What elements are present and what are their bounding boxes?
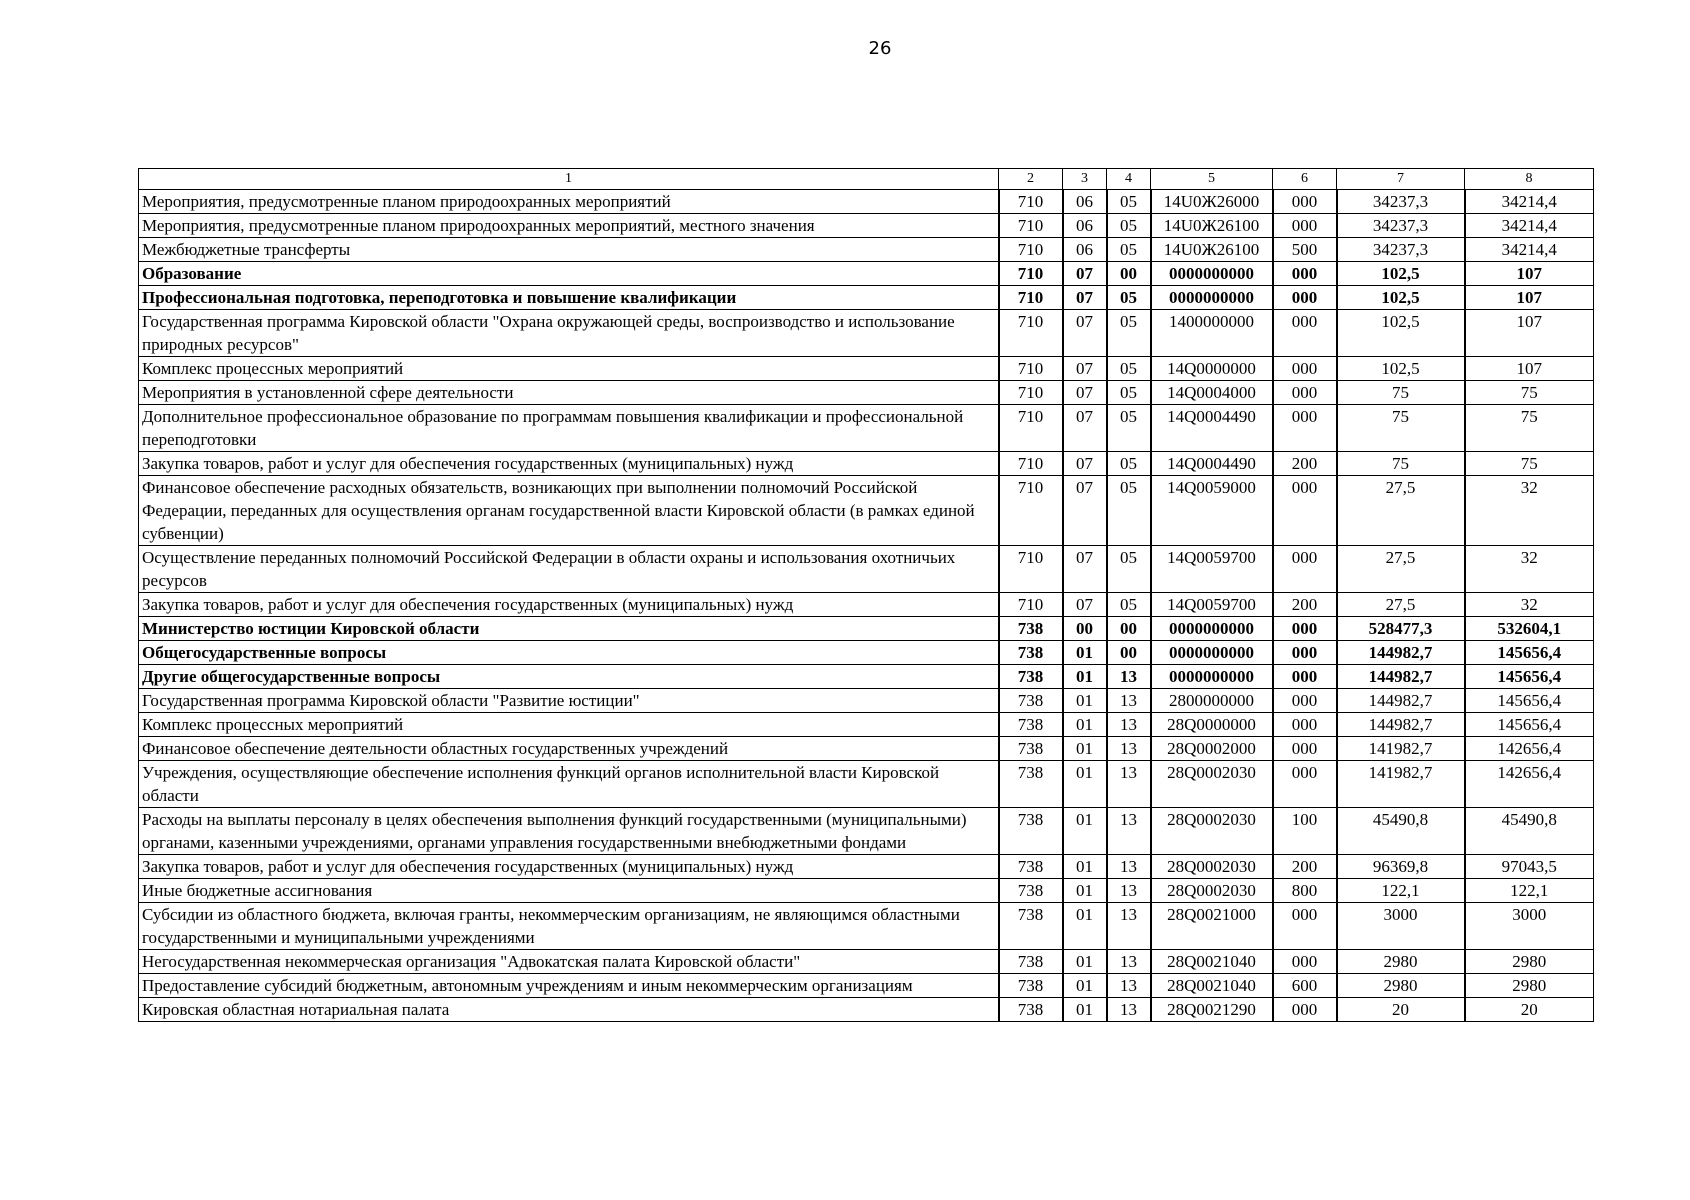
amount-year1: 102,5 <box>1337 357 1465 381</box>
expense-type-code: 000 <box>1273 903 1337 950</box>
table-row <box>139 737 1594 761</box>
row-name: Комплекс процессных мероприятий <box>139 713 999 737</box>
expense-type-code: 000 <box>1273 665 1337 689</box>
amount-year2: 107 <box>1465 286 1594 310</box>
expense-type-code: 000 <box>1273 190 1337 214</box>
section-code: 01 <box>1063 689 1107 713</box>
ministry-code: 710 <box>999 214 1063 238</box>
table-row <box>139 998 1594 1022</box>
amount-year2: 34214,4 <box>1465 190 1594 214</box>
section-code: 06 <box>1063 190 1107 214</box>
row-name: Профессиональная подготовка, переподготовка и повышение квалификации <box>139 286 999 310</box>
amount-year1: 75 <box>1337 381 1465 405</box>
section-code: 01 <box>1063 855 1107 879</box>
ministry-code: 738 <box>999 974 1063 998</box>
amount-year2: 2980 <box>1465 974 1594 998</box>
ministry-code: 738 <box>999 998 1063 1022</box>
row-name: Государственная программа Кировской области "Развитие юстиции" <box>139 689 999 713</box>
amount-year1: 34237,3 <box>1337 238 1465 262</box>
expense-type-code: 800 <box>1273 879 1337 903</box>
section-code: 07 <box>1063 452 1107 476</box>
section-code: 01 <box>1063 950 1107 974</box>
section-code: 07 <box>1063 262 1107 286</box>
amount-year1: 27,5 <box>1337 593 1465 617</box>
subsection-code: 05 <box>1107 381 1151 405</box>
column-header-amount-year1: 7 <box>1337 169 1465 190</box>
row-name: Другие общегосударственные вопросы <box>139 665 999 689</box>
row-name: Мероприятия, предусмотренные планом природоохранных мероприятий, местного значения <box>139 214 999 238</box>
amount-year1: 75 <box>1337 452 1465 476</box>
amount-year2: 75 <box>1465 452 1594 476</box>
amount-year1: 27,5 <box>1337 476 1465 546</box>
target-article-code: 28Q0021040 <box>1151 974 1273 998</box>
amount-year2: 75 <box>1465 381 1594 405</box>
ministry-code: 738 <box>999 903 1063 950</box>
table-row <box>139 310 1594 357</box>
subsection-code: 13 <box>1107 737 1151 761</box>
section-code: 06 <box>1063 238 1107 262</box>
row-name: Комплекс процессных мероприятий <box>139 357 999 381</box>
expense-type-code: 600 <box>1273 974 1337 998</box>
table-row <box>139 617 1594 641</box>
section-code: 01 <box>1063 713 1107 737</box>
table-row <box>139 214 1594 238</box>
target-article-code: 0000000000 <box>1151 617 1273 641</box>
amount-year1: 102,5 <box>1337 310 1465 357</box>
expense-type-code: 200 <box>1273 855 1337 879</box>
amount-year2: 145656,4 <box>1465 665 1594 689</box>
table-row <box>139 476 1594 546</box>
table-row <box>139 665 1594 689</box>
expense-type-code: 200 <box>1273 593 1337 617</box>
target-article-code: 28Q0002030 <box>1151 855 1273 879</box>
table-row <box>139 546 1594 593</box>
section-code: 07 <box>1063 310 1107 357</box>
table-body <box>139 190 1594 1022</box>
ministry-code: 710 <box>999 405 1063 452</box>
subsection-code: 13 <box>1107 665 1151 689</box>
target-article-code: 14U0Ж26100 <box>1151 214 1273 238</box>
target-article-code: 28Q0002000 <box>1151 737 1273 761</box>
subsection-code: 05 <box>1107 310 1151 357</box>
expense-type-code: 000 <box>1273 546 1337 593</box>
subsection-code: 13 <box>1107 689 1151 713</box>
target-article-code: 14Q0000000 <box>1151 357 1273 381</box>
row-name: Осуществление переданных полномочий Российской Федерации в области охраны и использования охотничьих ресурсов <box>139 546 999 593</box>
table-row <box>139 974 1594 998</box>
table-row <box>139 879 1594 903</box>
amount-year2: 75 <box>1465 405 1594 452</box>
amount-year2: 145656,4 <box>1465 689 1594 713</box>
target-article-code: 0000000000 <box>1151 262 1273 286</box>
ministry-code: 738 <box>999 761 1063 808</box>
row-name: Закупка товаров, работ и услуг для обеспечения государственных (муниципальных) нужд <box>139 593 999 617</box>
expense-type-code: 500 <box>1273 238 1337 262</box>
expense-type-code: 000 <box>1273 998 1337 1022</box>
table-row <box>139 713 1594 737</box>
section-code: 00 <box>1063 617 1107 641</box>
amount-year1: 34237,3 <box>1337 214 1465 238</box>
target-article-code: 28Q0021000 <box>1151 903 1273 950</box>
ministry-code: 738 <box>999 879 1063 903</box>
row-name: Закупка товаров, работ и услуг для обеспечения государственных (муниципальных) нужд <box>139 855 999 879</box>
target-article-code: 14U0Ж26000 <box>1151 190 1273 214</box>
ministry-code: 710 <box>999 262 1063 286</box>
table-row <box>139 452 1594 476</box>
row-name: Кировская областная нотариальная палата <box>139 998 999 1022</box>
row-name: Негосударственная некоммерческая организация "Адвокатская палата Кировской области" <box>139 950 999 974</box>
subsection-code: 13 <box>1107 950 1151 974</box>
row-name: Учреждения, осуществляющие обеспечение исполнения функций органов исполнительной власти Кировской области <box>139 761 999 808</box>
amount-year2: 532604,1 <box>1465 617 1594 641</box>
subsection-code: 13 <box>1107 974 1151 998</box>
section-code: 01 <box>1063 665 1107 689</box>
row-name: Предоставление субсидий бюджетным, автономным учреждениям и иным некоммерческим организациям <box>139 974 999 998</box>
expense-type-code: 100 <box>1273 808 1337 855</box>
section-code: 07 <box>1063 593 1107 617</box>
amount-year2: 2980 <box>1465 950 1594 974</box>
amount-year2: 145656,4 <box>1465 641 1594 665</box>
target-article-code: 0000000000 <box>1151 641 1273 665</box>
target-article-code: 14Q0004490 <box>1151 405 1273 452</box>
row-name: Образование <box>139 262 999 286</box>
amount-year2: 32 <box>1465 593 1594 617</box>
amount-year1: 122,1 <box>1337 879 1465 903</box>
table-row <box>139 262 1594 286</box>
amount-year2: 107 <box>1465 357 1594 381</box>
subsection-code: 05 <box>1107 357 1151 381</box>
section-code: 01 <box>1063 808 1107 855</box>
expense-type-code: 000 <box>1273 641 1337 665</box>
subsection-code: 13 <box>1107 879 1151 903</box>
expense-type-code: 000 <box>1273 950 1337 974</box>
table-row <box>139 381 1594 405</box>
ministry-code: 710 <box>999 546 1063 593</box>
target-article-code: 14Q0059000 <box>1151 476 1273 546</box>
row-name: Финансовое обеспечение расходных обязательств, возникающих при выполнении полномочий Российской Федерации, переданных для осуществления органам государственной власти Кировской области (в рамках единой субвенции) <box>139 476 999 546</box>
row-name: Субсидии из областного бюджета, включая гранты, некоммерческим организациям, не являющимся областными государственными и муниципальными учреждениями <box>139 903 999 950</box>
amount-year1: 144982,7 <box>1337 641 1465 665</box>
table-row <box>139 238 1594 262</box>
table-row <box>139 808 1594 855</box>
expense-type-code: 000 <box>1273 713 1337 737</box>
amount-year1: 102,5 <box>1337 262 1465 286</box>
section-code: 07 <box>1063 286 1107 310</box>
ministry-code: 710 <box>999 593 1063 617</box>
section-code: 01 <box>1063 737 1107 761</box>
ministry-code: 738 <box>999 855 1063 879</box>
ministry-code: 738 <box>999 641 1063 665</box>
amount-year1: 34237,3 <box>1337 190 1465 214</box>
column-header-name: 1 <box>139 169 999 190</box>
row-name: Общегосударственные вопросы <box>139 641 999 665</box>
row-name: Иные бюджетные ассигнования <box>139 879 999 903</box>
ministry-code: 710 <box>999 238 1063 262</box>
target-article-code: 14U0Ж26100 <box>1151 238 1273 262</box>
table-row <box>139 689 1594 713</box>
amount-year2: 3000 <box>1465 903 1594 950</box>
amount-year2: 34214,4 <box>1465 238 1594 262</box>
expense-type-code: 000 <box>1273 617 1337 641</box>
subsection-code: 05 <box>1107 286 1151 310</box>
amount-year1: 75 <box>1337 405 1465 452</box>
row-name: Межбюджетные трансферты <box>139 238 999 262</box>
table-row <box>139 641 1594 665</box>
column-header-ministry: 2 <box>999 169 1063 190</box>
table-row <box>139 593 1594 617</box>
ministry-code: 710 <box>999 452 1063 476</box>
amount-year1: 96369,8 <box>1337 855 1465 879</box>
expense-type-code: 000 <box>1273 214 1337 238</box>
page-number: 26 <box>868 38 892 59</box>
target-article-code: 14Q0059700 <box>1151 546 1273 593</box>
ministry-code: 738 <box>999 808 1063 855</box>
amount-year1: 2980 <box>1337 950 1465 974</box>
section-code: 06 <box>1063 214 1107 238</box>
amount-year1: 141982,7 <box>1337 737 1465 761</box>
target-article-code: 28Q0000000 <box>1151 713 1273 737</box>
subsection-code: 00 <box>1107 262 1151 286</box>
expense-type-code: 200 <box>1273 452 1337 476</box>
row-name: Расходы на выплаты персоналу в целях обеспечения выполнения функций государственными (муниципальными) органами, казенными учреждениями, органами управления государственными внебюджетными фондами <box>139 808 999 855</box>
section-code: 01 <box>1063 761 1107 808</box>
subsection-code: 05 <box>1107 593 1151 617</box>
table-header-row <box>139 169 1594 190</box>
target-article-code: 1400000000 <box>1151 310 1273 357</box>
row-name: Министерство юстиции Кировской области <box>139 617 999 641</box>
amount-year1: 45490,8 <box>1337 808 1465 855</box>
section-code: 01 <box>1063 641 1107 665</box>
subsection-code: 05 <box>1107 405 1151 452</box>
expense-type-code: 000 <box>1273 405 1337 452</box>
subsection-code: 05 <box>1107 238 1151 262</box>
amount-year1: 144982,7 <box>1337 713 1465 737</box>
section-code: 07 <box>1063 546 1107 593</box>
ministry-code: 738 <box>999 950 1063 974</box>
target-article-code: 28Q0002030 <box>1151 808 1273 855</box>
amount-year1: 144982,7 <box>1337 665 1465 689</box>
amount-year2: 122,1 <box>1465 879 1594 903</box>
target-article-code: 0000000000 <box>1151 286 1273 310</box>
section-code: 07 <box>1063 357 1107 381</box>
ministry-code: 738 <box>999 737 1063 761</box>
subsection-code: 13 <box>1107 713 1151 737</box>
amount-year2: 97043,5 <box>1465 855 1594 879</box>
section-code: 01 <box>1063 998 1107 1022</box>
subsection-code: 13 <box>1107 808 1151 855</box>
amount-year2: 45490,8 <box>1465 808 1594 855</box>
target-article-code: 28Q0002030 <box>1151 761 1273 808</box>
subsection-code: 05 <box>1107 452 1151 476</box>
amount-year2: 107 <box>1465 310 1594 357</box>
ministry-code: 710 <box>999 381 1063 405</box>
subsection-code: 00 <box>1107 617 1151 641</box>
target-article-code: 14Q0004000 <box>1151 381 1273 405</box>
amount-year2: 142656,4 <box>1465 761 1594 808</box>
target-article-code: 0000000000 <box>1151 665 1273 689</box>
amount-year1: 27,5 <box>1337 546 1465 593</box>
section-code: 01 <box>1063 879 1107 903</box>
expense-type-code: 000 <box>1273 737 1337 761</box>
target-article-code: 28Q0021040 <box>1151 950 1273 974</box>
ministry-code: 710 <box>999 476 1063 546</box>
amount-year1: 102,5 <box>1337 286 1465 310</box>
ministry-code: 738 <box>999 617 1063 641</box>
column-header-amount-year2: 8 <box>1465 169 1594 190</box>
target-article-code: 14Q0004490 <box>1151 452 1273 476</box>
subsection-code: 13 <box>1107 903 1151 950</box>
ministry-code: 738 <box>999 689 1063 713</box>
row-name: Дополнительное профессиональное образование по программам повышения квалификации и профессиональной переподготовки <box>139 405 999 452</box>
ministry-code: 710 <box>999 357 1063 381</box>
table-row <box>139 855 1594 879</box>
amount-year1: 528477,3 <box>1337 617 1465 641</box>
section-code: 07 <box>1063 381 1107 405</box>
amount-year2: 20 <box>1465 998 1594 1022</box>
column-header-expense-type: 6 <box>1273 169 1337 190</box>
amount-year2: 142656,4 <box>1465 737 1594 761</box>
subsection-code: 13 <box>1107 761 1151 808</box>
ministry-code: 710 <box>999 190 1063 214</box>
row-name: Мероприятия, предусмотренные планом природоохранных мероприятий <box>139 190 999 214</box>
row-name: Закупка товаров, работ и услуг для обеспечения государственных (муниципальных) нужд <box>139 452 999 476</box>
expense-type-code: 000 <box>1273 310 1337 357</box>
section-code: 07 <box>1063 476 1107 546</box>
table-row <box>139 761 1594 808</box>
ministry-code: 710 <box>999 286 1063 310</box>
amount-year1: 3000 <box>1337 903 1465 950</box>
amount-year2: 107 <box>1465 262 1594 286</box>
amount-year1: 20 <box>1337 998 1465 1022</box>
ministry-code: 738 <box>999 713 1063 737</box>
column-header-section: 3 <box>1063 169 1107 190</box>
table-row <box>139 903 1594 950</box>
amount-year1: 144982,7 <box>1337 689 1465 713</box>
section-code: 01 <box>1063 974 1107 998</box>
subsection-code: 05 <box>1107 546 1151 593</box>
section-code: 01 <box>1063 903 1107 950</box>
expense-type-code: 000 <box>1273 689 1337 713</box>
amount-year2: 145656,4 <box>1465 713 1594 737</box>
section-code: 07 <box>1063 405 1107 452</box>
subsection-code: 05 <box>1107 214 1151 238</box>
table-row <box>139 190 1594 214</box>
subsection-code: 13 <box>1107 855 1151 879</box>
amount-year1: 2980 <box>1337 974 1465 998</box>
expense-type-code: 000 <box>1273 262 1337 286</box>
subsection-code: 05 <box>1107 190 1151 214</box>
subsection-code: 05 <box>1107 476 1151 546</box>
ministry-code: 738 <box>999 665 1063 689</box>
target-article-code: 28Q0002030 <box>1151 879 1273 903</box>
subsection-code: 13 <box>1107 998 1151 1022</box>
target-article-code: 14Q0059700 <box>1151 593 1273 617</box>
row-name: Государственная программа Кировской области "Охрана окружающей среды, воспроизводство и использование природных ресурсов" <box>139 310 999 357</box>
amount-year2: 34214,4 <box>1465 214 1594 238</box>
amount-year1: 141982,7 <box>1337 761 1465 808</box>
expense-type-code: 000 <box>1273 476 1337 546</box>
budget-table <box>138 168 1594 1022</box>
table-row <box>139 950 1594 974</box>
expense-type-code: 000 <box>1273 286 1337 310</box>
subsection-code: 00 <box>1107 641 1151 665</box>
table-row <box>139 357 1594 381</box>
expense-type-code: 000 <box>1273 381 1337 405</box>
ministry-code: 710 <box>999 310 1063 357</box>
column-header-subsection: 4 <box>1107 169 1151 190</box>
target-article-code: 28Q0021290 <box>1151 998 1273 1022</box>
expense-type-code: 000 <box>1273 761 1337 808</box>
expense-type-code: 000 <box>1273 357 1337 381</box>
table-row <box>139 405 1594 452</box>
row-name: Финансовое обеспечение деятельности областных государственных учреждений <box>139 737 999 761</box>
row-name: Мероприятия в установленной сфере деятельности <box>139 381 999 405</box>
amount-year2: 32 <box>1465 546 1594 593</box>
column-header-target-article: 5 <box>1151 169 1273 190</box>
table-row <box>139 286 1594 310</box>
amount-year2: 32 <box>1465 476 1594 546</box>
target-article-code: 2800000000 <box>1151 689 1273 713</box>
